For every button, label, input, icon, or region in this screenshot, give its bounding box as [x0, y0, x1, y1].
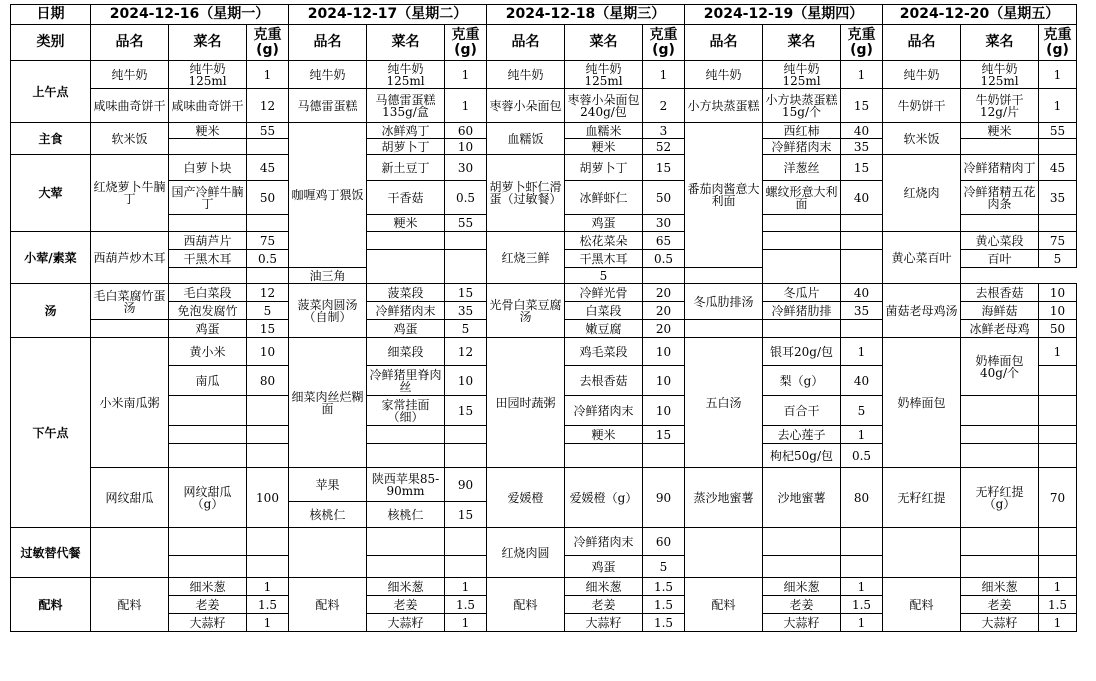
- dish-cell: 冷鲜猪肉末: [367, 302, 445, 320]
- weight-cell: 1.5: [643, 614, 685, 632]
- product-cell: 番茄肉酱意大利面: [685, 123, 763, 268]
- product-cell: 枣蓉小朵面包: [487, 89, 565, 123]
- dish-cell: 奶棒面包40g/个: [961, 338, 1039, 396]
- dish-cell: 银耳20g/包: [763, 338, 841, 366]
- weight-cell: 5: [445, 320, 487, 338]
- dish-cell: 干黑木耳: [565, 250, 643, 268]
- weight-cell: 5: [1039, 250, 1077, 268]
- dish-cell: 胡萝卜丁: [565, 155, 643, 181]
- table-row: [11, 232, 1077, 250]
- weight-cell: 0.5: [445, 181, 487, 215]
- col-weight: 克重(g): [841, 25, 883, 61]
- dish-cell: 粳米: [961, 123, 1039, 139]
- product-cell: 红烧肉圆: [487, 528, 565, 578]
- weight-cell: 1: [1039, 89, 1077, 123]
- dish-cell: 百合干: [763, 396, 841, 426]
- weight-cell: 15: [841, 89, 883, 123]
- product-cell: 咸味曲奇饼干: [91, 89, 169, 123]
- product-cell: 配料: [883, 578, 961, 632]
- weight-cell: 30: [643, 215, 685, 232]
- category-allergy-sub: 过敏替代餐: [11, 528, 91, 578]
- dish-cell: 冷鲜猪肋排: [763, 302, 841, 320]
- dish-cell: 细米葱: [565, 578, 643, 596]
- weight-cell: 5: [247, 302, 289, 320]
- dish-cell: 菠菜段: [367, 284, 445, 302]
- weight-cell: 5: [643, 556, 685, 578]
- weight-cell: 1: [247, 61, 289, 89]
- weight-cell: 1: [643, 61, 685, 89]
- dish-cell: 纯牛奶125ml: [169, 61, 247, 89]
- weight-cell: 1.5: [445, 596, 487, 614]
- product-cell: 纯牛奶: [289, 61, 367, 89]
- category-staple: 主食: [11, 123, 91, 155]
- weight-cell: 10: [643, 396, 685, 426]
- dish-cell: 螺纹形意大利面: [763, 181, 841, 215]
- dish-cell: 鸡蛋: [565, 556, 643, 578]
- dish-cell: 大蒜籽: [961, 614, 1039, 632]
- weight-cell: 30: [445, 155, 487, 181]
- dish-cell: 细米葱: [763, 578, 841, 596]
- product-cell: 配料: [289, 578, 367, 632]
- product-cell: 田园时蔬粥: [487, 338, 565, 468]
- product-cell: 小方块蒸蛋糕: [685, 89, 763, 123]
- weight-cell: 1: [1039, 578, 1077, 596]
- dish-cell: 纯牛奶125ml: [961, 61, 1039, 89]
- weight-cell: 1: [445, 614, 487, 632]
- dish-cell: 细米葱: [367, 578, 445, 596]
- product-cell: 软米饭: [91, 123, 169, 155]
- dish-cell: 牛奶饼干12g/片: [961, 89, 1039, 123]
- weight-cell: 10: [1039, 302, 1077, 320]
- weight-cell: 1: [841, 426, 883, 444]
- dish-cell: 冷鲜猪肉末: [565, 396, 643, 426]
- product-cell: 纯牛奶: [685, 61, 763, 89]
- product-cell: 蒸沙地蜜薯: [685, 468, 763, 528]
- dish-cell: 白萝卜块: [169, 155, 247, 181]
- weight-cell: 12: [445, 338, 487, 366]
- weight-cell: 35: [841, 302, 883, 320]
- dish-cell: 冷鲜猪精肉丁: [961, 155, 1039, 181]
- weight-cell: 80: [247, 366, 289, 396]
- product-cell: 红烧三鲜: [487, 232, 565, 284]
- weight-cell: 100: [247, 468, 289, 528]
- weight-cell: 1.5: [247, 596, 289, 614]
- dish-cell: 老姜: [961, 596, 1039, 614]
- weight-cell: 15: [841, 155, 883, 181]
- category-main-meat: 大荤: [11, 155, 91, 232]
- product-cell: 小米南瓜粥: [91, 338, 169, 468]
- dish-cell: 鸡蛋: [565, 215, 643, 232]
- dish-cell: 马德雷蛋糕135g/盒: [367, 89, 445, 123]
- table-row: [11, 578, 1077, 596]
- dish-cell: 去根香菇: [565, 366, 643, 396]
- weight-cell: 40: [841, 123, 883, 139]
- product-cell: 配料: [487, 578, 565, 632]
- weight-cell: 60: [445, 123, 487, 139]
- dish-cell: 国产冷鲜牛腩丁: [169, 181, 247, 215]
- weight-cell: 55: [445, 215, 487, 232]
- category-morning-snack: 上午点: [11, 61, 91, 123]
- product-cell: 软米饭: [883, 123, 961, 155]
- col-dish: 菜名: [367, 25, 445, 61]
- weight-cell: 50: [643, 181, 685, 215]
- col-weight: 克重(g): [1039, 25, 1077, 61]
- weight-cell: 0.5: [247, 250, 289, 268]
- dish-cell: 免泡发腐竹: [169, 302, 247, 320]
- table-row: [11, 338, 1077, 366]
- dish-cell: 白菜段: [565, 302, 643, 320]
- product-cell: 红烧萝卜牛腩丁: [91, 155, 169, 232]
- weight-cell: 0.5: [643, 250, 685, 268]
- weight-cell: 35: [445, 302, 487, 320]
- dish-cell: 枸杞50g/包: [763, 444, 841, 468]
- dish-cell: 老姜: [367, 596, 445, 614]
- dish-cell: 鸡蛋: [367, 320, 445, 338]
- weight-cell: 90: [643, 468, 685, 528]
- table-row: [11, 528, 1077, 556]
- table-row: [11, 123, 1077, 139]
- dish-cell: 西红柿: [763, 123, 841, 139]
- dish-cell: 干黑木耳: [169, 250, 247, 268]
- dish-cell: 粳米: [169, 123, 247, 139]
- weight-cell: 55: [1039, 123, 1077, 139]
- weight-cell: 1.5: [643, 578, 685, 596]
- weight-cell: 1.5: [841, 596, 883, 614]
- weight-cell: 80: [841, 468, 883, 528]
- table-row: [11, 468, 1077, 502]
- dish-cell: 老姜: [763, 596, 841, 614]
- weight-cell: 1: [247, 614, 289, 632]
- col-dish: 菜名: [565, 25, 643, 61]
- dish-cell: 嫩豆腐: [565, 320, 643, 338]
- product-cell: 苹果: [289, 468, 367, 502]
- dish-cell: 老姜: [565, 596, 643, 614]
- dish-cell: 家常挂面（细）: [367, 396, 445, 426]
- weight-cell: 10: [445, 366, 487, 396]
- dish-cell: 爱媛橙（g）: [565, 468, 643, 528]
- dish-cell: 油三角: [289, 268, 367, 284]
- dish-cell: 细米葱: [961, 578, 1039, 596]
- weight-cell: 3: [643, 123, 685, 139]
- product-cell: 冬瓜肋排汤: [685, 284, 763, 320]
- col-dish: 菜名: [763, 25, 841, 61]
- weight-cell: 90: [445, 468, 487, 502]
- dish-cell: 洋葱丝: [763, 155, 841, 181]
- day-header-wed: 2024-12-18（星期三）: [487, 5, 685, 25]
- dish-cell: 新土豆丁: [367, 155, 445, 181]
- dish-cell: 胡萝卜丁: [367, 139, 445, 155]
- product-cell: 爱媛橙: [487, 468, 565, 528]
- dish-cell: 海鲜菇: [961, 302, 1039, 320]
- dish-cell: 冷鲜猪肉末: [565, 528, 643, 556]
- product-cell: 血糯饭: [487, 123, 565, 155]
- weight-cell: 12: [247, 89, 289, 123]
- date-row: [11, 5, 1077, 25]
- date-label: 日期: [11, 5, 91, 25]
- dish-cell: 核桃仁: [367, 502, 445, 528]
- category-label: 类别: [11, 25, 91, 61]
- dish-cell: 黄心菜段: [961, 232, 1039, 250]
- dish-cell: 沙地蜜薯: [763, 468, 841, 528]
- col-product: 品名: [289, 25, 367, 61]
- weight-cell: 20: [643, 284, 685, 302]
- weight-cell: 70: [1039, 468, 1077, 528]
- dish-cell: 去心莲子: [763, 426, 841, 444]
- dish-cell: 百叶: [961, 250, 1039, 268]
- weight-cell: 1.5: [1039, 596, 1077, 614]
- weight-cell: 1: [247, 578, 289, 596]
- product-cell: 牛奶饼干: [883, 89, 961, 123]
- weight-cell: 1: [841, 61, 883, 89]
- weight-cell: 55: [247, 123, 289, 139]
- dish-cell: 南瓜: [169, 366, 247, 396]
- weight-cell: 75: [1039, 232, 1077, 250]
- dish-cell: 冰鲜鸡丁: [367, 123, 445, 139]
- col-product: 品名: [91, 25, 169, 61]
- dish-cell: 咸味曲奇饼干: [169, 89, 247, 123]
- product-cell: 无籽红提: [883, 468, 961, 528]
- weight-cell: 5: [841, 396, 883, 426]
- dish-cell: 网纹甜瓜（g）: [169, 468, 247, 528]
- table-row: [11, 284, 1077, 302]
- dish-cell: 陕西苹果85-90mm: [367, 468, 445, 502]
- dish-cell: 大蒜籽: [763, 614, 841, 632]
- product-cell: 胡萝卜虾仁滑蛋（过敏餐）: [487, 155, 565, 232]
- dish-cell: 血糯米: [565, 123, 643, 139]
- weight-cell: 1: [445, 61, 487, 89]
- dish-cell: 冬瓜片: [763, 284, 841, 302]
- dish-cell: 小方块蒸蛋糕15g/个: [763, 89, 841, 123]
- weight-cell: 50: [247, 181, 289, 215]
- weight-cell: 1: [445, 578, 487, 596]
- dish-cell: 干香菇: [367, 181, 445, 215]
- product-cell: 纯牛奶: [487, 61, 565, 89]
- product-cell: 奶棒面包: [883, 338, 961, 468]
- weight-cell: 1: [1039, 614, 1077, 632]
- dish-cell: 大蒜籽: [367, 614, 445, 632]
- dish-cell: 黄小米: [169, 338, 247, 366]
- dish-cell: 纯牛奶125ml: [763, 61, 841, 89]
- product-cell: 红烧肉: [883, 155, 961, 232]
- col-dish: 菜名: [169, 25, 247, 61]
- weight-cell: 20: [643, 302, 685, 320]
- weight-cell: 1: [1039, 61, 1077, 89]
- table-row: [11, 89, 1077, 123]
- weight-cell: 40: [841, 366, 883, 396]
- dish-cell: 冷鲜猪里脊肉丝: [367, 366, 445, 396]
- weight-cell: 1: [841, 578, 883, 596]
- product-cell: 配料: [685, 578, 763, 632]
- product-cell: 黄心菜百叶: [883, 232, 961, 284]
- col-dish: 菜名: [961, 25, 1039, 61]
- weight-cell: 50: [1039, 320, 1077, 338]
- dish-cell: 冷鲜猪肉末: [763, 139, 841, 155]
- weight-cell: 20: [643, 320, 685, 338]
- col-product: 品名: [883, 25, 961, 61]
- weekly-menu-table: [10, 4, 1077, 632]
- day-header-fri: 2024-12-20（星期五）: [883, 5, 1077, 25]
- weight-cell: 1.5: [643, 596, 685, 614]
- dish-cell: 冰鲜老母鸡: [961, 320, 1039, 338]
- col-product: 品名: [685, 25, 763, 61]
- weight-cell: 5: [565, 268, 643, 284]
- day-header-tue: 2024-12-17（星期二）: [289, 5, 487, 25]
- category-condiments: 配料: [11, 578, 91, 632]
- product-cell: 纯牛奶: [91, 61, 169, 89]
- dish-cell: 粳米: [565, 426, 643, 444]
- dish-cell: 细菜段: [367, 338, 445, 366]
- day-header-thu: 2024-12-19（星期四）: [685, 5, 883, 25]
- dish-cell: 冷鲜猪精五花肉条: [961, 181, 1039, 215]
- dish-cell: 冷鲜光骨: [565, 284, 643, 302]
- weight-cell: 40: [841, 284, 883, 302]
- product-cell: 毛白菜腐竹蛋汤: [91, 284, 169, 320]
- weight-cell: 10: [247, 338, 289, 366]
- product-cell: 配料: [91, 578, 169, 632]
- col-weight: 克重(g): [643, 25, 685, 61]
- weight-cell: 15: [643, 426, 685, 444]
- weight-cell: 1: [841, 338, 883, 366]
- dish-cell: 纯牛奶125ml: [565, 61, 643, 89]
- weight-cell: 1: [841, 614, 883, 632]
- dish-cell: 去根香菇: [961, 284, 1039, 302]
- product-cell: 咖喱鸡丁猥饭: [289, 123, 367, 268]
- weight-cell: 10: [643, 338, 685, 366]
- category-soup: 汤: [11, 284, 91, 338]
- category-side-veg: 小荤/素菜: [11, 232, 91, 284]
- table-row: [11, 155, 1077, 181]
- weight-cell: 35: [841, 139, 883, 155]
- weight-cell: 65: [643, 232, 685, 250]
- dish-cell: 梨（g）: [763, 366, 841, 396]
- product-cell: 网纹甜瓜: [91, 468, 169, 528]
- product-cell: 菠菜肉圆汤（自制）: [289, 284, 367, 338]
- day-header-mon: 2024-12-16（星期一）: [91, 5, 289, 25]
- product-cell: 西葫芦炒木耳: [91, 232, 169, 284]
- dish-cell: 老姜: [169, 596, 247, 614]
- weight-cell: 60: [643, 528, 685, 556]
- dish-cell: 松花菜朵: [565, 232, 643, 250]
- weight-cell: 0.5: [841, 444, 883, 468]
- weight-cell: 2: [643, 89, 685, 123]
- product-cell: 五白汤: [685, 338, 763, 468]
- column-header-row: [11, 25, 1077, 61]
- dish-cell: 冰鲜虾仁: [565, 181, 643, 215]
- weight-cell: 45: [247, 155, 289, 181]
- weight-cell: 15: [247, 320, 289, 338]
- dish-cell: 枣蓉小朵面包240g/包: [565, 89, 643, 123]
- col-weight: 克重(g): [247, 25, 289, 61]
- dish-cell: 大蒜籽: [169, 614, 247, 632]
- weight-cell: 75: [247, 232, 289, 250]
- dish-cell: 粳米: [367, 215, 445, 232]
- weight-cell: 1: [1039, 338, 1077, 366]
- weight-cell: 10: [1039, 284, 1077, 302]
- weight-cell: 45: [1039, 155, 1077, 181]
- dish-cell: 大蒜籽: [565, 614, 643, 632]
- weight-cell: 12: [247, 284, 289, 302]
- weight-cell: 15: [445, 502, 487, 528]
- dish-cell: 鸡蛋: [169, 320, 247, 338]
- table-row: [11, 61, 1077, 89]
- weight-cell: 15: [643, 155, 685, 181]
- product-cell: 纯牛奶: [883, 61, 961, 89]
- product-cell: 菌菇老母鸡汤: [883, 284, 961, 338]
- weight-cell: 10: [643, 366, 685, 396]
- product-cell: 光骨白菜豆腐汤: [487, 284, 565, 338]
- category-afternoon-snack: 下午点: [11, 338, 91, 528]
- weight-cell: 15: [445, 284, 487, 302]
- dish-cell: 粳米: [565, 139, 643, 155]
- dish-cell: 纯牛奶125ml: [367, 61, 445, 89]
- product-cell: 细菜肉丝烂糊面: [289, 338, 367, 468]
- dish-cell: 西葫芦片: [169, 232, 247, 250]
- dish-cell: 细米葱: [169, 578, 247, 596]
- weight-cell: 10: [445, 139, 487, 155]
- product-cell: 马德雷蛋糕: [289, 89, 367, 123]
- col-weight: 克重(g): [445, 25, 487, 61]
- weight-cell: 52: [643, 139, 685, 155]
- weight-cell: 15: [445, 396, 487, 426]
- col-product: 品名: [487, 25, 565, 61]
- weight-cell: 40: [841, 181, 883, 215]
- weight-cell: 35: [1039, 181, 1077, 215]
- weight-cell: 1: [445, 89, 487, 123]
- dish-cell: 鸡毛菜段: [565, 338, 643, 366]
- dish-cell: 无籽红提（g）: [961, 468, 1039, 528]
- dish-cell: 毛白菜段: [169, 284, 247, 302]
- product-cell: 核桃仁: [289, 502, 367, 528]
